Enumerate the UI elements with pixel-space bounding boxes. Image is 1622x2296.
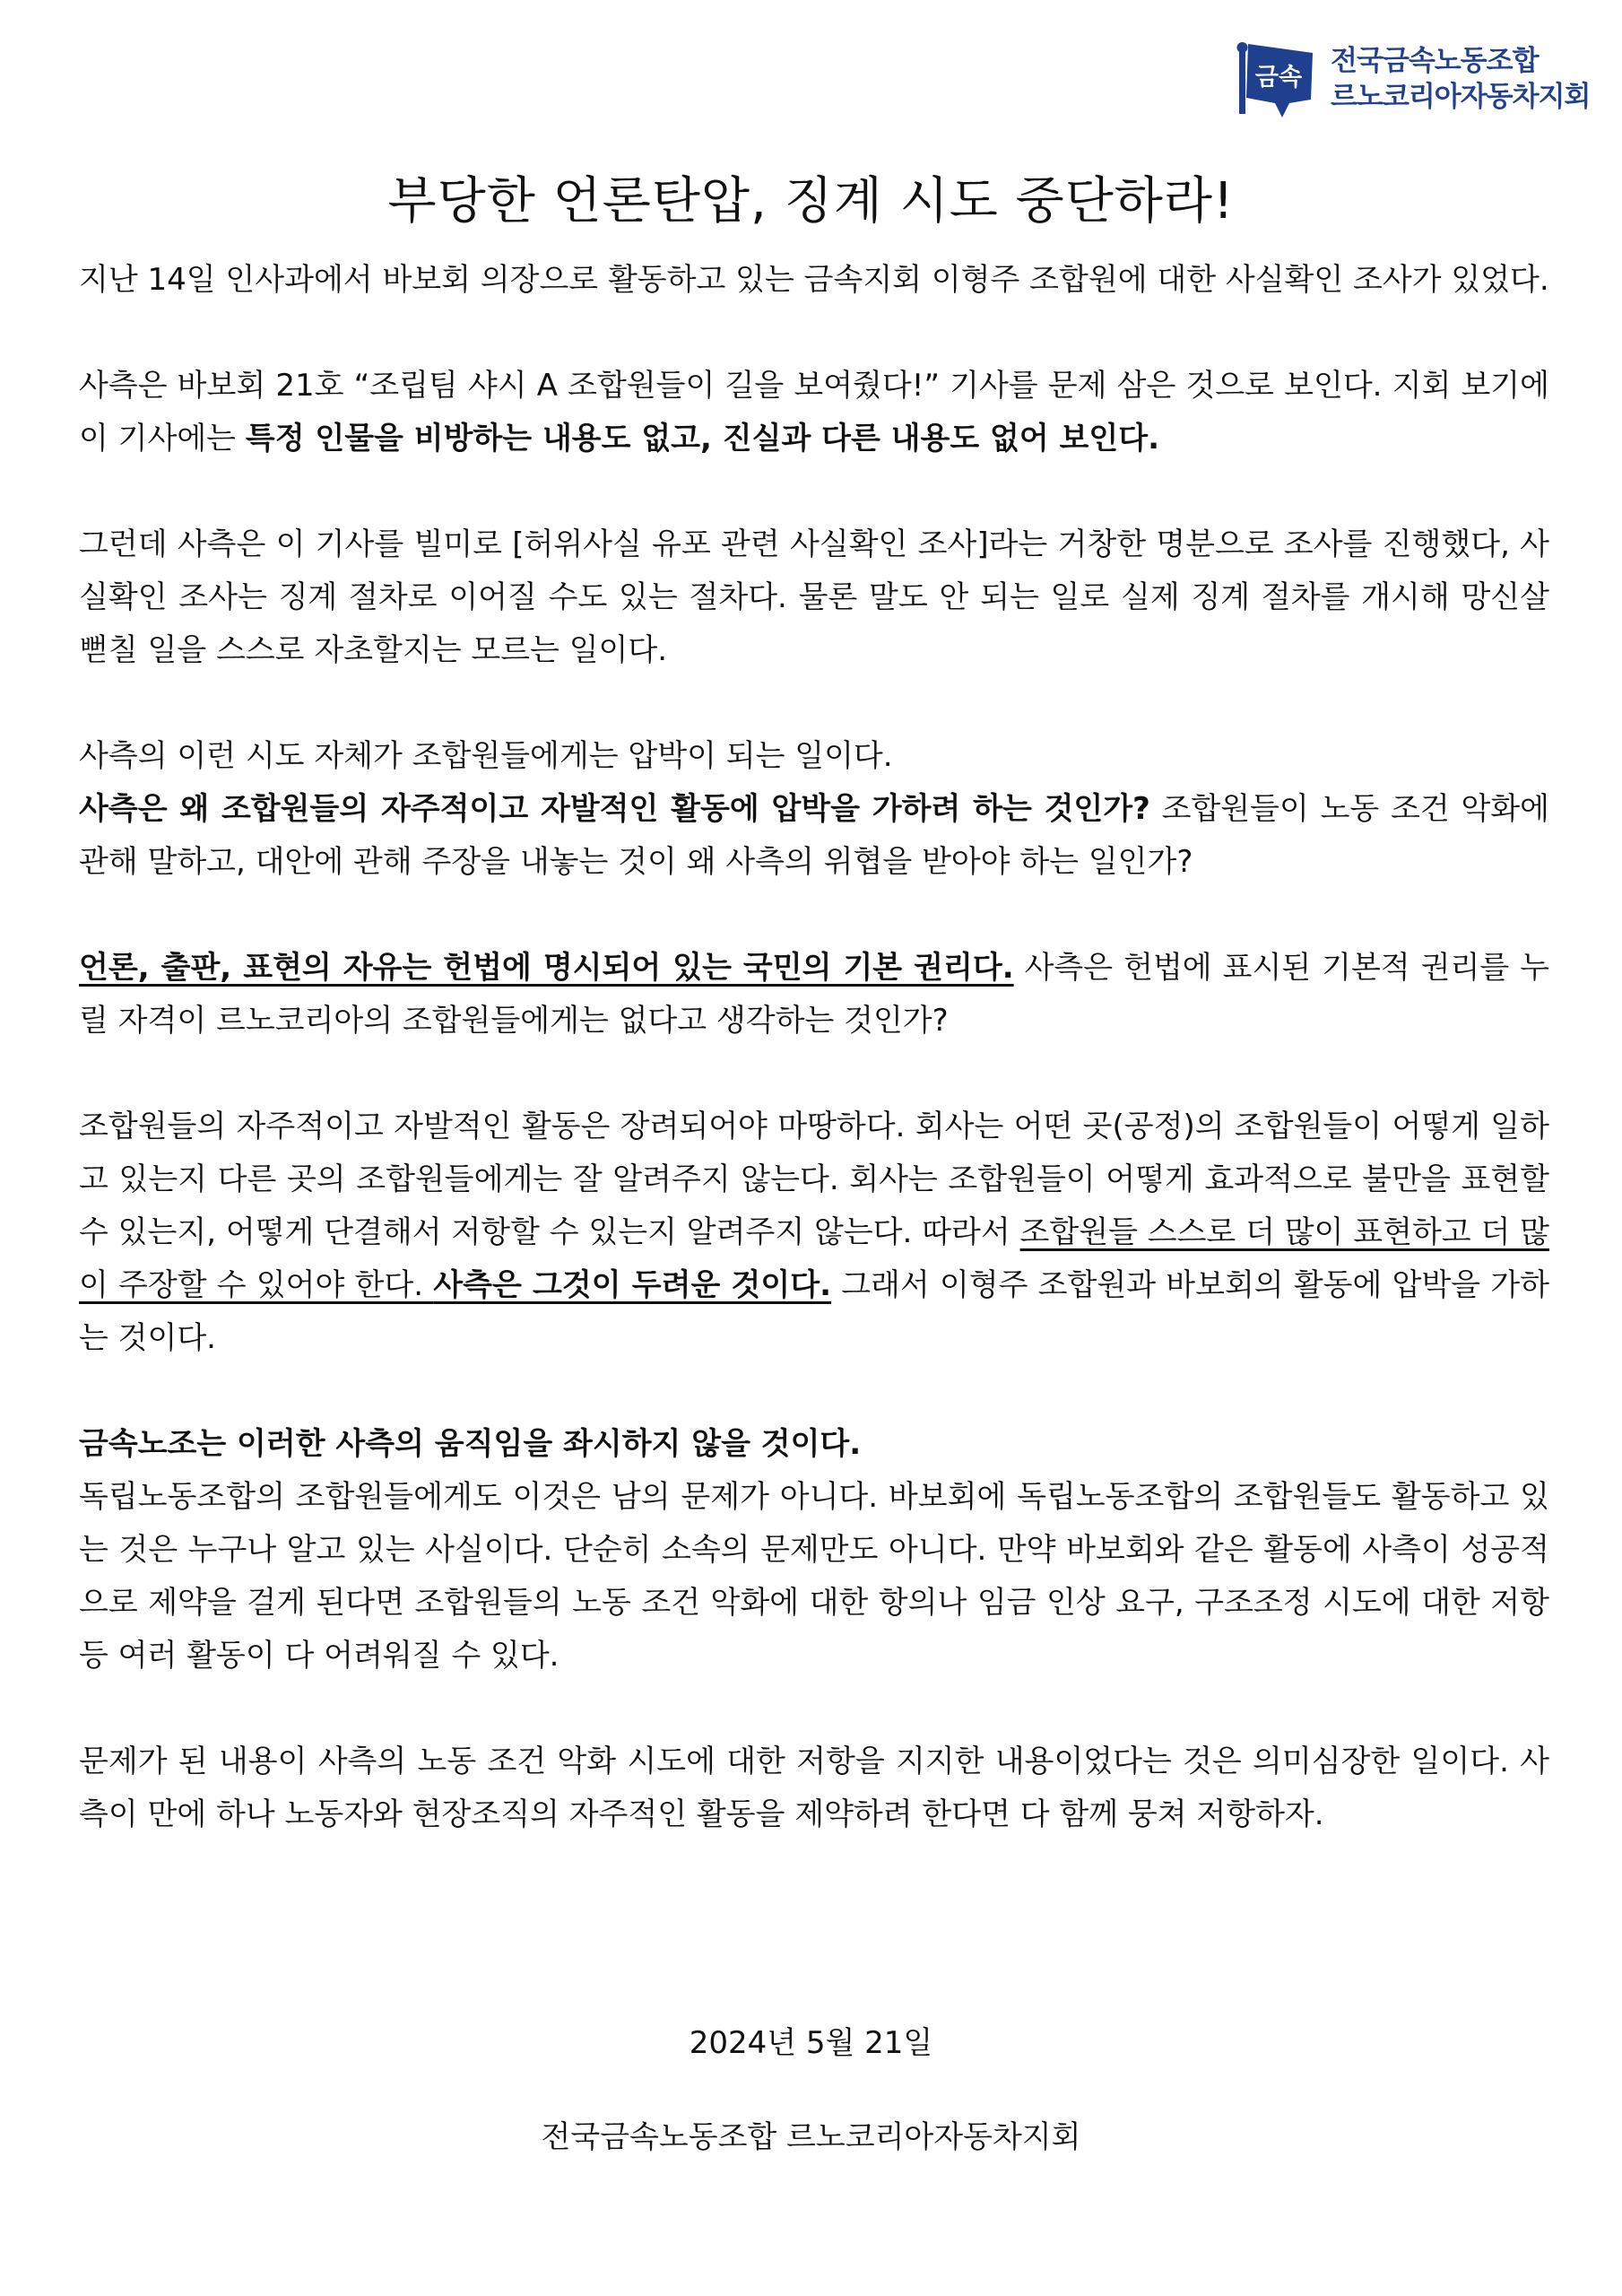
paragraph-1: 지난 14일 인사과에서 바보회 의장으로 활동하고 있는 금속지회 이형주 조합원에 대한 사실확인 조사가 있었다. (79, 262, 1549, 298)
statement-signature: 전국금속노동조합 르노코리아자동차지회 (541, 2119, 1081, 2155)
paragraph-3: 그런데 사측은 이 기사를 빌미로 [허위사실 유포 관련 사실확인 조사]라는 거창한 명분으로 조사를 진행했다, 사실확인 조사는 징계 절차로 이어질 수도 있는 절차다. 물론 말도 안 되는 일로 실제 징계 절차를 개시해 망신살 뻗칠 일을 스스로 자초할지는 모르는 일이다. (79, 526, 1549, 668)
page-title: 부당한 언론탄압, 징계 시도 중단하라! (387, 172, 1235, 230)
statement-body (79, 254, 1549, 1841)
paragraph-7 (79, 1418, 1549, 1683)
paragraph-5-bold-underline: 언론, 출판, 표현의 자유는 헌법에 명시되어 있는 국민의 기본 권리다. (79, 950, 1014, 986)
logo-text (1331, 43, 1590, 115)
paragraph-6-bold-underline: 사측은 그것이 두려운 것이다. (433, 1267, 832, 1303)
paragraph-2 (79, 360, 1549, 465)
union-emblem-icon (1236, 37, 1320, 121)
paragraph-6-underline: 조합원들 스스로 더 많이 표현하고 더 많이 주장할 수 있어야 한다. (79, 1214, 1549, 1303)
paragraph-2-bold: 특정 인물을 비방하는 내용도 없고, 진실과 다른 내용도 없어 보인다. (245, 421, 1159, 457)
paragraph-8: 문제가 된 내용이 사측의 노동 조건 악화 시도에 대한 저항을 지지한 내용이었다는 것은 의미심장한 일이다. 사측이 만에 하나 노동자와 현장조직의 자주적인 활동을 제약하려 한다면 다 함께 뭉쳐 저항하자. (79, 1744, 1549, 1832)
statement-date: 2024년 5월 21일 (689, 2025, 933, 2061)
logo-mark-text: 금속 (1254, 64, 1303, 91)
paragraph-2-text: 사측은 바보회 21호 “조립팀 샤시 A 조합원들이 길을 보여줬다!” 기사를 문제 삼은 것으로 보인다. 지회 보기에 이 기사에는 (79, 368, 1549, 457)
paragraph-6-text: 조합원들의 자주적이고 자발적인 활동은 장려되어야 마땅하다. 회사는 어떤 곳(공정)의 조합원들이 어떻게 일하고 있는지 다른 곳의 조합원들에게는 잘 알려주지 않는다. 회사는 조합원들이 어떻게 효과적으로 불만을 표현할 수 있는지, 어떻게 단결해서 저항할 수 있는지 알려주지 않는다. 따라서 (79, 1109, 1549, 1250)
paragraph-4-bold: 사측은 왜 조합원들의 자주적이고 자발적인 활동에 압박을 가하려 하는 것인가? (79, 791, 1150, 827)
paragraph-7-text: 독립노동조합의 조합원들에게도 이것은 남의 문제가 아니다. 바보회에 독립노동조합의 조합원들도 활동하고 있는 것은 누구나 알고 있는 사실이다. 단순히 소속의 문제만도 아니다. 만약 바보회와 같은 활동에 사측이 성공적으로 제약을 걸게 된다면 조합원들의 노동 조건 악화에 대한 항의나 임금 인상 요구, 구조조정 시도에 대한 저항 등 여러 활동이 다 어려워질 수 있다. (79, 1479, 1549, 1674)
paragraph-5-text: 사측은 헌법에 표시된 기본적 권리를 누릴 자격이 르노코리아의 조합원들에게는 없다고 생각하는 것인가? (79, 950, 1549, 1039)
union-logo (1236, 34, 1591, 124)
paragraph-6-closing: 그래서 이형주 조합원과 바보회의 활동에 압박을 가하는 것이다. (79, 1267, 1549, 1356)
paragraph-6 (79, 1100, 1549, 1365)
paragraph-4-text: 조합원들이 노동 조건 악화에 관해 말하고, 대안에 관해 주장을 내놓는 것이 왜 사측의 위협을 받아야 하는 일인가? (79, 791, 1549, 880)
paragraph-5 (79, 942, 1549, 1048)
logo-line-1: 전국금속노동조합 (1331, 45, 1539, 77)
logo-line-2: 르노코리아자동차지회 (1331, 81, 1591, 113)
paragraph-7-bold: 금속노조는 이러한 사측의 움직임을 좌시하지 않을 것이다. (79, 1426, 862, 1462)
paragraph-4 (79, 730, 1549, 889)
paragraph-4-intro: 사측의 이런 시도 자체가 조합원들에게는 압박이 되는 일이다. (79, 738, 893, 774)
